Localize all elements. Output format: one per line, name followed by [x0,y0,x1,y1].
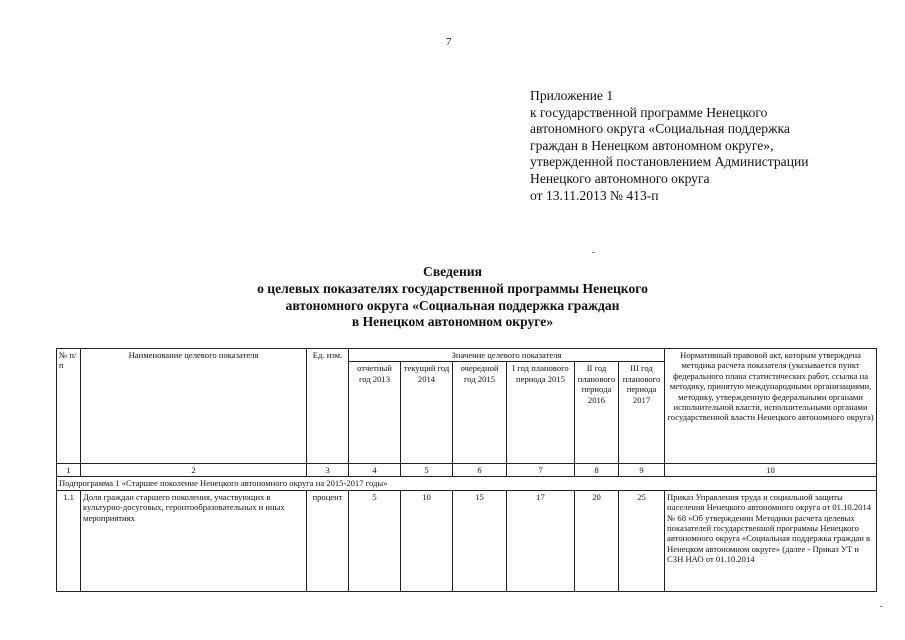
title-line-3: автономного округа «Социальная поддержка граждан [285,297,620,313]
row-num: 1.1 [57,490,81,591]
row-norm-act: Приказ Управления труда и социальной защиты населения Ненецкого автономного округа от 01.10.2014 № 68 «Об утверждении Методики расчета целевых показателей государственной программы Ненецкого автономного округа «Социальная поддержка граждан в Ненецком автономном округе» (далее - Приказ УТ и СЗН НАО от 01.10.2014 [665,490,877,591]
header-value-group: Значение целевого показателя [349,349,665,362]
row-name: Доля граждан старшего поколения, участвующих в культурно-досуговых, геронтообразовательных и иных мероприятиях [81,490,307,591]
appendix-line-1: Приложение 1 [530,88,614,103]
title-line-2: о целевых показателях государственной программы Ненецкого [257,280,648,296]
row-unit: процент [307,490,349,591]
appendix-line-7: от 13.11.2013 № 413-п [530,187,659,203]
appendix-line-4: граждан в Ненецком автономном округе», [530,137,774,153]
scan-speck [880,606,883,607]
scan-speck [592,252,595,253]
header-year-2014: текущий год 2014 [401,362,453,464]
table-row [57,490,877,591]
title-line-4: в Ненецком автономном округе» [351,314,554,330]
column-number: 1 [57,464,81,477]
column-number: 10 [665,464,877,477]
header-unit: Ед. изм. [307,349,349,464]
column-number: 3 [307,464,349,477]
appendix-line-2: к государственной программе Ненецкого [530,104,768,120]
subprogram-title: Подпрограмма 1 «Старшее поколение Ненецкого автономного округа на 2015-2017 годы» [57,477,877,490]
header-plan-1: I год планового периода 2015 [507,362,575,464]
appendix-line-3: автономного округа «Социальная поддержка [530,121,790,137]
row-value-plan-2: 20 [575,490,619,591]
document-title [200,264,705,331]
row-value-2014: 10 [401,490,453,591]
column-number: 8 [575,464,619,477]
column-number-row [57,464,877,477]
title-line-1: Сведения [423,264,482,279]
header-plan-2: II год планового периода 2016 [575,362,619,464]
header-year-2013: отчетный год 2013 [349,362,401,464]
column-number: 2 [81,464,307,477]
header-year-2015: очередной год 2015 [453,362,507,464]
subprogram-row [57,477,877,490]
header-name: Наименование целевого показателя [81,349,307,464]
appendix-block [530,88,809,204]
indicators-table [56,348,877,592]
column-number: 4 [349,464,401,477]
header-row-1 [57,349,877,362]
header-plan-3: III год планового периода 2017 [619,362,665,464]
header-num: № п/п [57,349,81,464]
row-value-2013: 5 [349,490,401,591]
appendix-line-5: утвержденной постановлением Администрации [530,154,809,170]
row-value-plan-3: 25 [619,490,665,591]
column-number: 9 [619,464,665,477]
appendix-line-6: Ненецкого автономного округа [530,170,710,186]
column-number: 6 [453,464,507,477]
column-number: 5 [401,464,453,477]
header-norm: Нормативный правовой акт, которым утверждена методика расчета показателя (указывается пункт федерального плана статистических работ, ссылка на методику, принятую международными организациями, методику, утвержденную федеральными органами исполнительной власти, исполнительными органами государственной власти Ненецкого автономного округа) [665,349,877,464]
page-number: 7 [446,36,452,48]
column-number: 7 [507,464,575,477]
row-value-2015: 15 [453,490,507,591]
row-value-plan-1: 17 [507,490,575,591]
